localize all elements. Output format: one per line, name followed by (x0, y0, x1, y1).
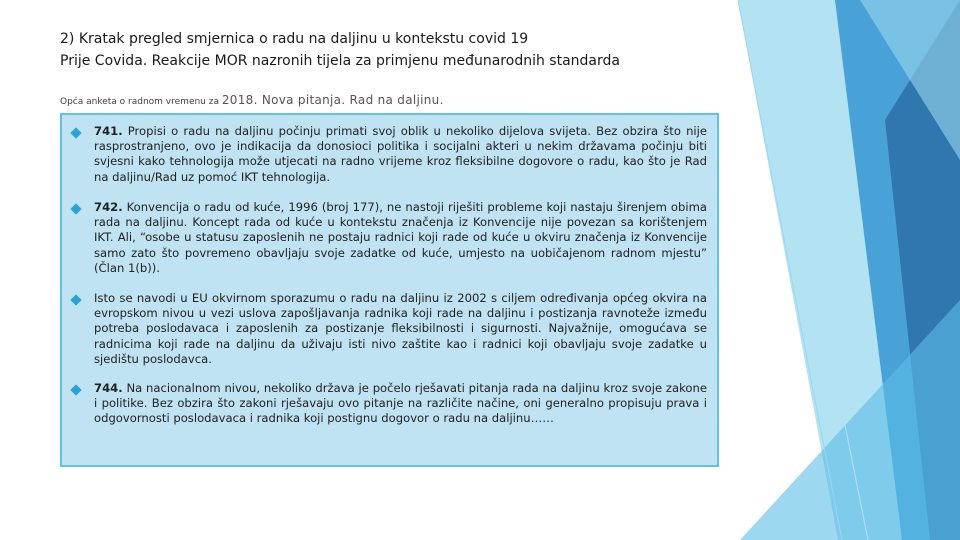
title-line-2: Prije Covida. Reakcije MOR nazronih tijela za primjenu međunarodnih standarda (60, 53, 620, 69)
item-body: Na nacionalnom nivou, nekoliko država je počelo rješavati pitanja rada na daljinu kroz svoje zakone i politike. Bez obzira što zakoni rješavaju ovo pitanje na različite načine, oni generalno propisuju prava i odgovornosti poslodavaca i radnika koji postignu dogovor o radu na daljinu…… (94, 381, 707, 426)
title-line-1: 2) Kratak pregled smjernica o radu na daljinu u kontekstu covid 19 (60, 31, 529, 47)
subtitle-small: Opća anketa o radnom vremenu za (60, 97, 222, 107)
item-body: Propisi o radu na daljinu počinju primati svoj oblik u nekoliko dijelova svijeta. Bez obzira što nije rasprostranjeno, ovo je indikacija da donosioci politika i socijalni akteri u nekim državama počinju biti svjesni kako tehnologija može utjecati na radno vrijeme kroz fleksibilne dogovore o radu, kao što je Rad na daljinu/Rad uz pomoć IKT tehnologija. (94, 124, 707, 184)
item-number: 742. (94, 200, 123, 214)
item-number: 744. (94, 381, 123, 395)
item-number: 741. (94, 124, 123, 138)
item-body: Konvencija o radu od kuće, 1996 (broj 177), ne nastoji riješiti probleme koji nastaju širenjem obima rada na daljinu. Koncept rada od kuće u kontekstu značenja iz Konvencije nije povezan sa korištenjem IKT. Ali, “osobe u statusu zaposlenih ne postaju radnici koji rade od kuće u okviru značenja iz Konvencije samo zato što povremeno obavljaju svoje zadatke od kuće, umjesto na uobičajenom radnom mjestu” (Član 1(b)). (94, 200, 707, 275)
subtitle-large: 2018. Nova pitanja. Rad na daljinu. (221, 93, 444, 107)
item-body: Isto se navodi u EU okvirnom sporazumu o radu na daljinu iz 2002 s ciljem određivanja općeg okvira na evropskom nivou u vezi uslova zapošljavanja radnika koji rade na daljinu i postizanja ravnoteže između potreba poslodavaca i zaposlenih za postizanje fleksibilnosti i sigurnosti. Najvažnije, omogućava se radnicima koji rade na daljinu da uživaju isti nivo zaštite kao i radnici koji obavljaju svoje zadatke u sjedištu poslodavca. (94, 291, 707, 366)
